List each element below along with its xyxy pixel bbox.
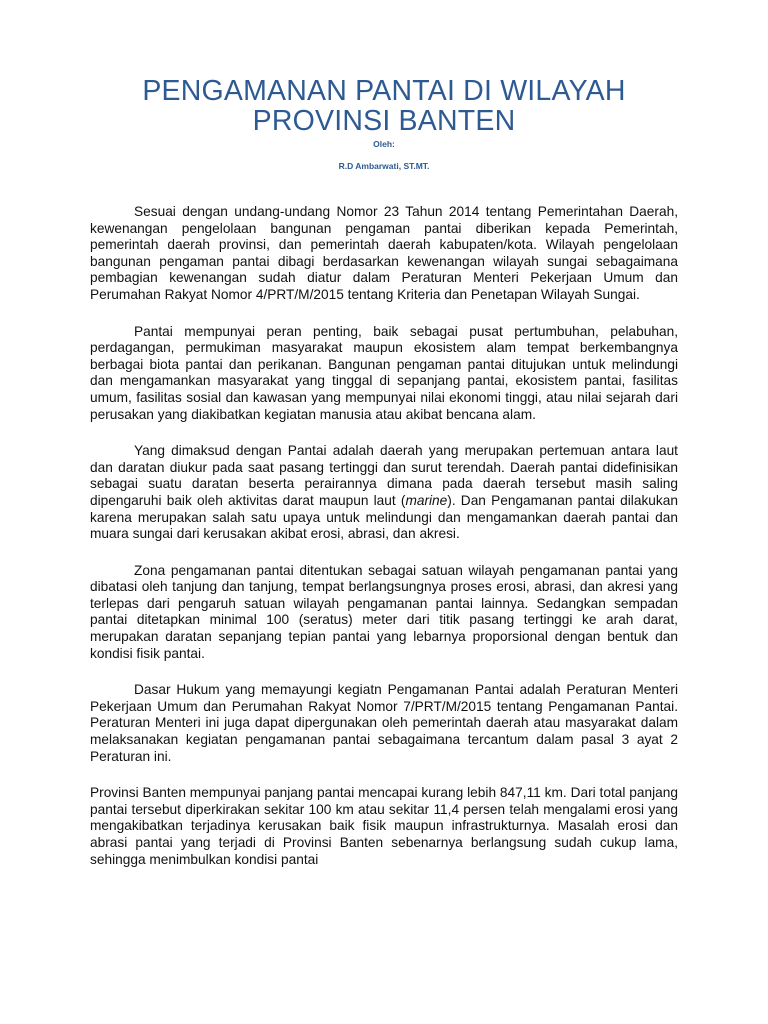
- paragraph-4: Zona pengamanan pantai ditentukan sebagai satuan wilayah pengamanan pantai yang dibatasi oleh tanjung dan tanjung, tempat berlangsungnya proses erosi, abrasi, dan akresi yang terlepas dari pengaruh satuan wilayah pengamanan pantai lainnya. Sedangkan sempadan pantai ditetapkan minimal 100 (seratus) meter dari titik pasang tertinggi ke arah darat, merupakan daratan sepanjang tepian pantai yang lebarnya proporsional dengan bentuk dan kondisi fisik pantai.: [90, 562, 678, 661]
- author-name: R.D Ambarwati, ST.MT.: [338, 161, 430, 171]
- paragraph-3: [90, 443, 678, 543]
- title-line-2: PROVINSI BANTEN: [252, 105, 516, 137]
- document-title: [90, 76, 678, 136]
- paragraph-2: Pantai mempunyai peran penting, baik sebagai pusat pertumbuhan, pelabuhan, perdagangan, permukiman masyarakat maupun ekosistem alam tempat berkembangnya berbagai biota pantai dan perikanan. Bangunan pengaman pantai ditujukan untuk melindungi dan mengamankan masyarakat yang tinggal di sepanjang pantai, ekosistem pantai, fasilitas umum, fasilitas sosial dan kawasan yang mempunyai nilai ekonomi tinggi, atau nilai sejarah dari perusakan yang diakibatkan kegiatan manusia atau akibat bencana alam.: [90, 323, 678, 422]
- paragraph-5: Dasar Hukum yang memayungi kegiatn Pengamanan Pantai adalah Peraturan Menteri Pekerjaan Umum dan Perumahan Rakyat Nomor 7/PRT/M/2015 tentang Pengamanan Pantai. Peraturan Menteri ini juga dapat dipergunakan oleh pemerintah daerah atau masyarakat dalam melaksanakan kegiatan pengamanan pantai sebagaimana tercantum dalam pasal 3 ayat 2 Peraturan ini.: [90, 682, 678, 764]
- paragraph-3-italic: marine: [405, 492, 448, 508]
- title-line-1: PENGAMANAN PANTAI DI WILAYAH: [142, 75, 626, 107]
- by-label: Oleh:: [373, 139, 395, 149]
- document-body: [90, 204, 678, 868]
- paragraph-1: Sesuai dengan undang-undang Nomor 23 Tahun 2014 tentang Pemerintahan Daerah, kewenangan pengelolaan bangunan pengaman pantai diberikan kepada Pemerintah, pemerintah daerah provinsi, dan pemerintah daerah kabupaten/kota. Wilayah pengelolaan bangunan pengaman pantai dibagi berdasarkan kewenangan wilayah sungai sebagaimana pembagian kewenangan sudah diatur dalam Peraturan Menteri Pekerjaan Umum dan Perumahan Rakyat Nomor 4/PRT/M/2015 tentang Kriteria dan Penetapan Wilayah Sungai.: [90, 204, 678, 302]
- paragraph-3-text-a: Yang dimaksud dengan Pantai adalah daerah yang merupakan pertemuan antara laut dan daratan diukur pada saat pasang tertinggi dan surut terendah. Daerah pantai didefinisikan sebagai suatu daratan beserta perairannya dimana pada daerah tersebut masih saling dipengaruhi baik oleh aktivitas darat maupun laut (: [90, 443, 678, 508]
- paragraph-6: Provinsi Banten mempunyai panjang pantai mencapai kurang lebih 847,11 km. Dari total panjang pantai tersebut diperkirakan sekitar 100 km atau sekitar 11,4 persen telah mengalami erosi yang mengakibatkan terjadinya kerusakan baik fisik maupun infrastrukturnya. Masalah erosi dan abrasi pantai yang terjadi di Provinsi Banten sebenarnya berlangsung sudah cukup lama, sehingga menimbulkan kondisi pantai: [90, 785, 678, 867]
- paragraph-3-text-b: ). Dan Pengamanan pantai dilakukan karena merupakan salah satu upaya untuk melindungi dan mengamankan daerah pantai dan muara sungai dari kerusakan akibat erosi, abrasi, dan akresi.: [90, 492, 678, 542]
